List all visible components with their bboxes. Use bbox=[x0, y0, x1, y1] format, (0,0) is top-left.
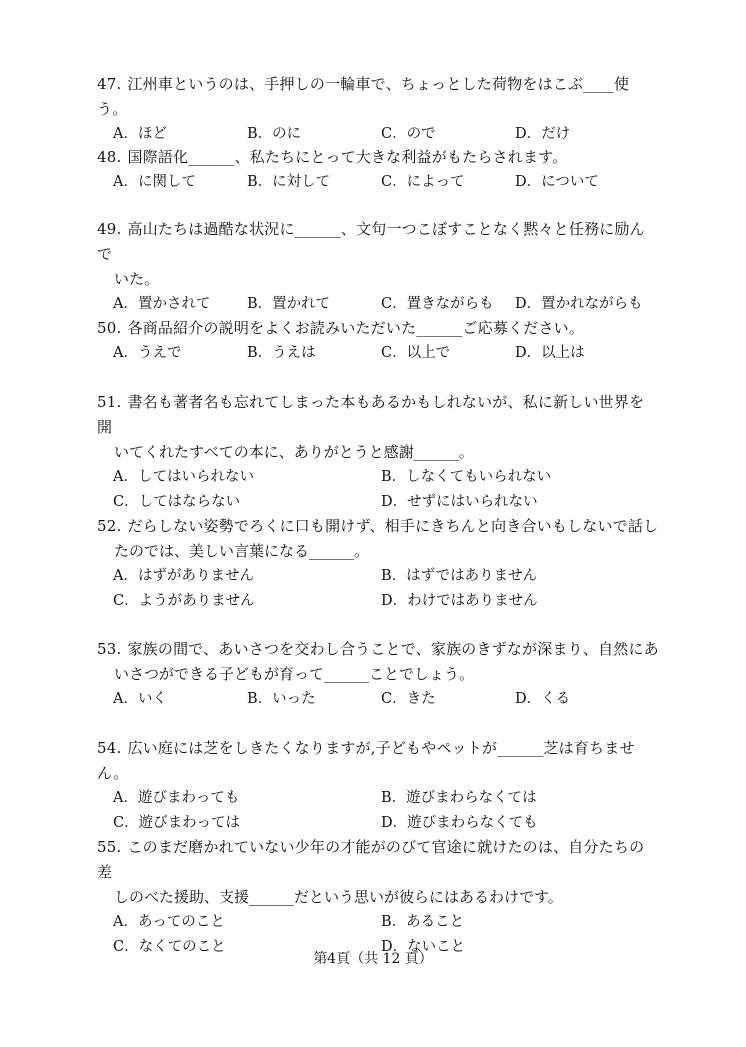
option-b: B．に対して bbox=[247, 174, 331, 190]
question-text: 江州車というのは、手押しの一輪車で、ちょっとした荷物をはこぶ____使う。 bbox=[97, 75, 630, 118]
question-number: 49. bbox=[97, 220, 122, 238]
option-c: C．してはならない bbox=[113, 494, 241, 510]
option-b: B．あること bbox=[381, 914, 465, 930]
option-list bbox=[97, 122, 659, 147]
option-c: C．ようがありません bbox=[113, 593, 255, 609]
question-stem bbox=[97, 390, 659, 440]
question-number: 47. bbox=[97, 75, 122, 93]
option-d: D．ないこと bbox=[381, 939, 466, 955]
option-a: A．ほど bbox=[113, 126, 167, 142]
option-b: B．のに bbox=[247, 126, 302, 142]
option-d: D．遊びまわらなくても bbox=[381, 815, 538, 831]
option-a: A．あってのこと bbox=[113, 914, 225, 930]
question-stem bbox=[97, 217, 659, 267]
option-list bbox=[97, 786, 659, 836]
question-text-continued: いた。 bbox=[114, 270, 160, 288]
option-c: C．なくてのこと bbox=[113, 939, 226, 955]
option-b: B．はずではありません bbox=[381, 568, 538, 584]
page-footer: 第4頁（共 12 頁） bbox=[313, 951, 433, 967]
question-number: 55. bbox=[97, 838, 122, 856]
option-b: B．しなくてもいられない bbox=[381, 469, 552, 485]
option-list bbox=[97, 564, 659, 614]
option-a: A．遊びまわっても bbox=[113, 790, 240, 806]
option-a: A．してはいられない bbox=[113, 469, 254, 485]
option-c: C．ので bbox=[381, 126, 436, 142]
option-a: A．うえで bbox=[113, 345, 182, 361]
question-text-continued: いさつができる子どもが育って______ことでしょう。 bbox=[114, 665, 475, 683]
question-text: 高山たちは過酷な状況に______、文句一つこぼすことなく黙々と任務に励んで bbox=[97, 220, 645, 263]
question-stem bbox=[97, 145, 659, 170]
option-b: B．うえは bbox=[247, 345, 316, 361]
option-c: C．きた bbox=[381, 691, 436, 707]
question-48 bbox=[97, 145, 659, 195]
question-number: 50. bbox=[97, 319, 122, 337]
question-text: 国際語化______、私たちにとって大きな利益がもたらされます。 bbox=[127, 148, 568, 166]
question-52 bbox=[97, 514, 659, 614]
option-b: B．置かれて bbox=[247, 296, 331, 312]
question-text: だらしない姿勢でろくに口も開けず、相手にきちんと向き合いもしないで話し bbox=[127, 517, 659, 535]
question-stem bbox=[97, 514, 659, 539]
question-number: 48. bbox=[97, 148, 122, 166]
question-number: 53. bbox=[97, 640, 122, 658]
option-list bbox=[97, 465, 659, 515]
question-text: このまだ磨かれていない少年の才能がのびて官途に就けたのは、自分たちの差 bbox=[97, 838, 645, 881]
option-c: C．置きながらも bbox=[381, 296, 494, 312]
option-a: A．に関して bbox=[113, 174, 196, 190]
question-number: 51. bbox=[97, 393, 122, 411]
option-b: B．いった bbox=[247, 691, 316, 707]
question-50 bbox=[97, 316, 659, 366]
option-list bbox=[97, 292, 659, 317]
option-d: D．わけではありません bbox=[381, 593, 538, 609]
option-list bbox=[97, 341, 659, 366]
option-a: A．はずがありません bbox=[113, 568, 254, 584]
question-text-continued: たのでは、美しい言葉になる______。 bbox=[114, 542, 370, 560]
question-stem bbox=[97, 736, 659, 786]
question-47 bbox=[97, 72, 659, 147]
option-d: D．くる bbox=[515, 691, 571, 707]
option-d: D．だけ bbox=[515, 126, 571, 142]
option-c: C．以上で bbox=[381, 345, 451, 361]
question-text: 各商品紹介の説明をよくお読みいただいた______ご応募ください。 bbox=[127, 319, 585, 337]
option-c: C．によって bbox=[381, 174, 465, 190]
question-number: 52. bbox=[97, 517, 122, 535]
question-54 bbox=[97, 736, 659, 836]
question-text-continued: しのべた援助、支援______だという思いが彼らにはあるわけです。 bbox=[114, 888, 563, 906]
option-c: C．遊びまわっては bbox=[113, 815, 240, 831]
option-d: D．について bbox=[515, 174, 599, 190]
option-d: D．置かれながらも bbox=[515, 296, 643, 312]
question-51 bbox=[97, 390, 659, 515]
question-stem bbox=[97, 637, 659, 662]
question-stem bbox=[97, 316, 659, 341]
option-a: A．置かされて bbox=[113, 296, 211, 312]
option-list bbox=[97, 687, 659, 712]
option-b: B．遊びまわらなくては bbox=[381, 790, 537, 806]
option-list bbox=[97, 170, 659, 195]
question-stem bbox=[97, 835, 659, 885]
option-d: D．以上は bbox=[515, 345, 585, 361]
question-55 bbox=[97, 835, 659, 960]
question-text: 広い庭には芝をしきたくなりますが,子どもやペットが______芝は育ちません。 bbox=[97, 739, 635, 782]
question-stem bbox=[97, 72, 659, 122]
option-a: A．いく bbox=[113, 691, 167, 707]
question-text: 書名も著者名も忘れてしまった本もあるかもしれないが、私に新しい世界を開 bbox=[97, 393, 645, 436]
option-d: D．せずにはいられない bbox=[381, 494, 538, 510]
question-text: 家族の間で、あいさつを交わし合うことで、家族のきずなが深まり、自然にあ bbox=[127, 640, 659, 658]
question-53 bbox=[97, 637, 659, 712]
question-49 bbox=[97, 217, 659, 317]
question-text-continued: いてくれたすべての本に、ありがとうと感謝______。 bbox=[114, 443, 474, 461]
question-number: 54. bbox=[97, 739, 122, 757]
